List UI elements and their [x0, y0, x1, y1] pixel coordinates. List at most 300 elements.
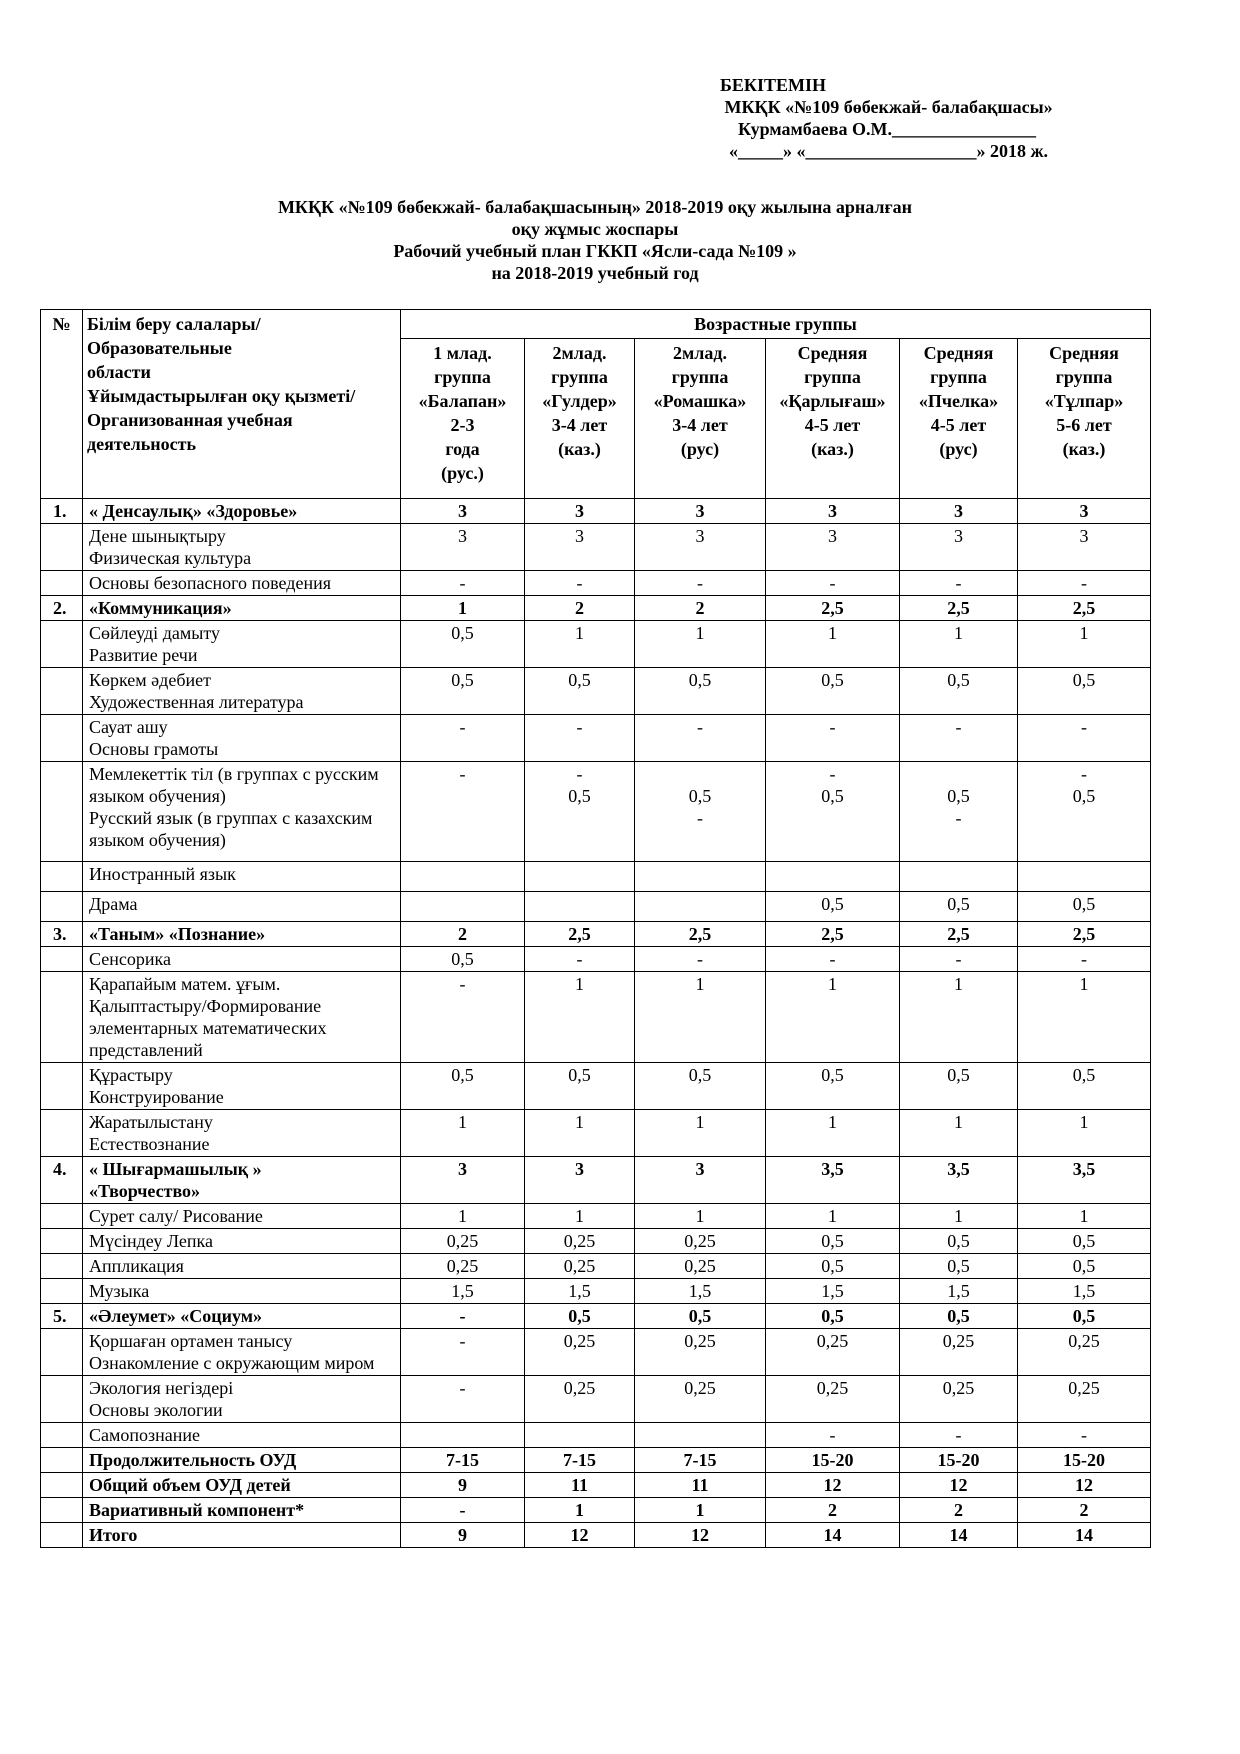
value-cell [401, 1063, 525, 1110]
value-cell [900, 1279, 1018, 1304]
value-text: 0,5 - [947, 786, 970, 828]
value-cell [525, 1110, 635, 1157]
value-cell [401, 1423, 525, 1448]
row-number [41, 524, 83, 571]
value-text: - [576, 949, 583, 969]
table-row [41, 892, 1151, 922]
value-text: 12 [949, 1475, 968, 1495]
value-cell [766, 1329, 900, 1376]
value-cell [1018, 862, 1151, 892]
value-cell [635, 1110, 766, 1157]
row-label: Сурет салу/ Рисование [83, 1204, 401, 1229]
row-number [41, 1473, 83, 1498]
document-heading [40, 196, 1150, 284]
value-text: 1 [1079, 974, 1089, 994]
value-text: 3 [1079, 501, 1089, 521]
value-text: 2 [954, 1500, 963, 1520]
value-cell [900, 668, 1018, 715]
value-cell [900, 892, 1018, 922]
value-text: 1 [828, 623, 837, 643]
row-label: Қарапайым матем. ұғым. Қалыптастыру/Формирование элементарных математических представлений [83, 972, 401, 1063]
value-text: 0,5 [568, 670, 591, 690]
row-label: Экология негіздері Основы экологии [83, 1376, 401, 1423]
value-text: 14 [1075, 1525, 1093, 1545]
value-cell [900, 524, 1018, 571]
value-cell [1018, 762, 1151, 862]
value-cell [525, 1229, 635, 1254]
value-cell [1018, 715, 1151, 762]
value-cell [635, 524, 766, 571]
row-number [41, 762, 83, 862]
header-group-5: Средняя группа «Пчелка» 4-5 лет (рус) [900, 339, 1018, 499]
value-cell [635, 1229, 766, 1254]
value-text: - [955, 717, 962, 737]
value-cell [635, 1254, 766, 1279]
row-number [41, 972, 83, 1063]
value-text: 0,5 [947, 1306, 970, 1326]
value-cell [900, 1329, 1018, 1376]
value-cell [525, 668, 635, 715]
value-text: - [1081, 1425, 1087, 1445]
value-cell [1018, 668, 1151, 715]
value-cell [635, 596, 766, 621]
value-cell [900, 947, 1018, 972]
value-cell [525, 1423, 635, 1448]
value-cell [766, 1157, 900, 1204]
table-row [41, 862, 1151, 892]
row-label: «Коммуникация» [83, 596, 401, 621]
value-text: 0,25 [1068, 1331, 1100, 1351]
value-cell [900, 1304, 1018, 1329]
value-text: 14 [949, 1525, 968, 1545]
row-label: Мүсіндеу Лепка [83, 1229, 401, 1254]
value-text: 12 [823, 1475, 842, 1495]
table-row [41, 715, 1151, 762]
table-row [41, 1304, 1151, 1329]
value-cell [635, 499, 766, 524]
value-text: - [1081, 717, 1087, 737]
value-text: 1 [458, 598, 467, 618]
value-cell [766, 892, 900, 922]
value-text: 0,5 [947, 670, 970, 690]
value-text: 0,5 [1072, 1306, 1096, 1326]
row-label: Сөйлеуді дамыту Развитие речи [83, 621, 401, 668]
value-cell [1018, 1498, 1151, 1523]
value-cell [766, 1448, 900, 1473]
approval-line-3: Курмамбаева О.М.________________ [720, 119, 1036, 139]
value-cell [766, 596, 900, 621]
value-cell [525, 1279, 635, 1304]
value-cell [1018, 1063, 1151, 1110]
value-text: 7-15 [563, 1450, 596, 1470]
header-number: № [41, 310, 83, 499]
table-row [41, 1376, 1151, 1423]
value-text: - [697, 573, 703, 593]
row-number [41, 947, 83, 972]
value-cell [401, 1448, 525, 1473]
value-text: 2 [828, 1500, 837, 1520]
value-text: 0,5 [821, 1231, 844, 1251]
value-cell [635, 947, 766, 972]
value-cell [900, 762, 1018, 862]
table-row [41, 668, 1151, 715]
value-text: 9 [458, 1525, 467, 1545]
value-cell [525, 499, 635, 524]
value-text: 3 [828, 526, 837, 546]
table-row [41, 1157, 1151, 1204]
value-text: 0,5 [821, 1306, 844, 1326]
value-cell [635, 1448, 766, 1473]
value-cell [401, 1304, 525, 1329]
value-text: 1 [695, 1500, 705, 1520]
value-text: 1 [575, 623, 584, 643]
value-cell [401, 1229, 525, 1254]
row-label: Продолжительность ОУД [83, 1448, 401, 1473]
value-text: 1 [695, 623, 705, 643]
value-text: 1 [458, 1112, 467, 1132]
value-text: 1 [828, 1206, 837, 1226]
value-text: 3,5 [1072, 1159, 1096, 1179]
value-text: 1 [828, 1112, 837, 1132]
value-cell [401, 524, 525, 571]
value-text: 15-20 [1063, 1450, 1105, 1470]
value-cell [766, 1523, 900, 1548]
value-cell [766, 524, 900, 571]
value-text: 9 [458, 1475, 467, 1495]
value-cell [525, 922, 635, 947]
approval-line-2: МКҚК «№109 бөбекжай- балабақшасы» [720, 97, 1053, 117]
value-cell [401, 1498, 525, 1523]
value-text: 0,5 [1072, 1256, 1096, 1276]
value-cell [900, 1229, 1018, 1254]
value-cell [635, 1304, 766, 1329]
value-text: 2 [695, 598, 705, 618]
value-text: 3 [1079, 526, 1089, 546]
value-cell [766, 862, 900, 892]
header-group-2: 2млад. группа «Гулдер» 3-4 лет (каз.) [525, 339, 635, 499]
row-label: « Денсаулық» «Здоровье» [83, 499, 401, 524]
value-cell [900, 499, 1018, 524]
table-row [41, 1110, 1151, 1157]
value-text: 0,5 [947, 894, 970, 914]
table-body [41, 499, 1151, 1548]
row-number: 4. [41, 1157, 83, 1204]
value-text: 2,5 [688, 924, 712, 944]
row-label: Итого [83, 1523, 401, 1548]
value-text: - [697, 949, 703, 969]
row-number [41, 1448, 83, 1473]
value-cell [766, 668, 900, 715]
row-number [41, 571, 83, 596]
value-cell [900, 1423, 1018, 1448]
value-text: - [829, 1425, 836, 1445]
value-cell [900, 1498, 1018, 1523]
value-text: 1 [954, 974, 963, 994]
value-cell [1018, 1523, 1151, 1548]
value-cell [1018, 892, 1151, 922]
row-number [41, 668, 83, 715]
value-cell [401, 762, 525, 862]
value-cell [635, 892, 766, 922]
row-number [41, 862, 83, 892]
approval-line-1: БЕКІТЕМІН [720, 75, 826, 95]
table-row [41, 922, 1151, 947]
row-number [41, 892, 83, 922]
value-cell [525, 1523, 635, 1548]
value-text: 3 [575, 501, 584, 521]
value-cell [401, 972, 525, 1063]
value-text: 0,5 [821, 894, 844, 914]
value-cell [401, 571, 525, 596]
value-cell [766, 1229, 900, 1254]
value-text: - [1081, 949, 1087, 969]
value-cell [766, 621, 900, 668]
row-number [41, 1329, 83, 1376]
value-cell [1018, 571, 1151, 596]
row-label: Сауат ашу Основы грамоты [83, 715, 401, 762]
value-text: 1 [954, 1206, 963, 1226]
value-text: 1,5 [947, 1281, 970, 1301]
header-area: Білім беру салалары/ Образовательные области Ұйымдастырылған оқу қызметі/Организованная учебная деятельность [83, 310, 401, 499]
value-text: 0,5 [947, 1065, 970, 1085]
heading-line-4: на 2018-2019 учебный год [491, 263, 699, 283]
value-text: 1 [458, 1206, 467, 1226]
value-cell [1018, 1157, 1151, 1204]
value-text: 2,5 [821, 598, 844, 618]
value-text: 3 [828, 501, 837, 521]
value-cell [635, 762, 766, 862]
value-cell [525, 596, 635, 621]
row-label: Общий объем ОУД детей [83, 1473, 401, 1498]
value-cell [1018, 1304, 1151, 1329]
value-cell [401, 596, 525, 621]
value-text: 1 [575, 1206, 584, 1226]
row-label: Драма [83, 892, 401, 922]
value-cell [525, 1473, 635, 1498]
row-number [41, 1204, 83, 1229]
value-text: 15-20 [811, 1450, 854, 1470]
value-cell [525, 524, 635, 571]
row-number: 5. [41, 1304, 83, 1329]
value-cell [1018, 1279, 1151, 1304]
table-row [41, 524, 1151, 571]
value-cell [401, 668, 525, 715]
value-text: 1 [695, 1112, 705, 1132]
value-text: - [459, 1306, 466, 1326]
row-label: Вариативный компонент* [83, 1498, 401, 1523]
value-text: - 0,5 [568, 764, 591, 806]
table-row [41, 762, 1151, 862]
value-text: 1 [695, 974, 705, 994]
value-cell [900, 596, 1018, 621]
table-row [41, 947, 1151, 972]
value-text: - [459, 573, 466, 593]
row-number [41, 1376, 83, 1423]
table-row [41, 1473, 1151, 1498]
table-row [41, 621, 1151, 668]
value-text: 1 [828, 974, 837, 994]
value-text: 7-15 [446, 1450, 479, 1470]
value-text: 1 [954, 1112, 963, 1132]
table-row [41, 1498, 1151, 1523]
curriculum-table [40, 309, 1151, 1548]
value-text: 3 [575, 526, 584, 546]
value-text: 15-20 [937, 1450, 980, 1470]
value-cell [635, 1376, 766, 1423]
row-label: Жаратылыстану Естествознание [83, 1110, 401, 1157]
table-row [41, 1204, 1151, 1229]
value-cell [1018, 1423, 1151, 1448]
value-text: 0,25 [684, 1378, 716, 1398]
value-cell [525, 715, 635, 762]
value-cell [401, 1254, 525, 1279]
value-text: 0,25 [684, 1256, 716, 1276]
value-cell [900, 1254, 1018, 1279]
value-cell [766, 1473, 900, 1498]
value-text: 1,5 [1072, 1281, 1096, 1301]
value-cell [635, 862, 766, 892]
value-text: 1 [575, 1112, 584, 1132]
value-text: - [459, 974, 466, 994]
value-cell [1018, 524, 1151, 571]
value-text: 0,5 [451, 949, 474, 969]
row-label: Дене шынықтыру Физическая культура [83, 524, 401, 571]
value-text: 3 [575, 1159, 584, 1179]
value-cell [1018, 1229, 1151, 1254]
value-cell [635, 1498, 766, 1523]
value-text: - 0,5 [1072, 764, 1096, 806]
value-cell [766, 715, 900, 762]
value-cell [766, 1376, 900, 1423]
value-text: 0,5 - [688, 786, 712, 828]
value-text: - [576, 717, 583, 737]
header-age-groups: Возрастные группы [401, 310, 1151, 339]
value-text: 0,5 [451, 1065, 474, 1085]
row-number: 2. [41, 596, 83, 621]
value-cell [401, 1204, 525, 1229]
value-text: 12 [1075, 1475, 1093, 1495]
value-cell [525, 862, 635, 892]
value-text: 2 [1079, 1500, 1089, 1520]
value-text: 1 [575, 974, 584, 994]
value-text: 1 [695, 1206, 705, 1226]
value-text: - [576, 573, 583, 593]
value-cell [766, 1254, 900, 1279]
value-cell [635, 922, 766, 947]
value-cell [525, 1157, 635, 1204]
value-cell [525, 621, 635, 668]
value-text: - [459, 717, 466, 737]
value-text: 0,25 [942, 1378, 975, 1398]
value-text: - [697, 717, 703, 737]
value-cell [900, 862, 1018, 892]
row-number [41, 1523, 83, 1548]
row-number [41, 621, 83, 668]
value-cell [1018, 596, 1151, 621]
value-text: 0,25 [563, 1231, 596, 1251]
value-text: - [459, 1378, 466, 1398]
value-cell [635, 972, 766, 1063]
value-text: 0,5 [1072, 670, 1096, 690]
row-label: «Әлеумет» «Социум» [83, 1304, 401, 1329]
value-cell [635, 1329, 766, 1376]
value-cell [900, 1376, 1018, 1423]
table-row [41, 1229, 1151, 1254]
value-cell [635, 1423, 766, 1448]
value-text: 1 [954, 623, 963, 643]
value-text: 1,5 [568, 1281, 591, 1301]
header-group-1: 1 млад. группа «Балапан» 2-3 года (рус.) [401, 339, 525, 499]
heading-line-1: МКҚК «№109 бөбекжай- балабақшасының» 2018-2019 оқу жылына арналған [277, 197, 913, 217]
value-text: 3 [458, 1159, 467, 1179]
value-text: 12 [570, 1525, 589, 1545]
value-cell [525, 972, 635, 1063]
value-text: 0,25 [684, 1331, 716, 1351]
value-text: 3,5 [947, 1159, 970, 1179]
value-cell [525, 1376, 635, 1423]
value-cell [525, 571, 635, 596]
value-cell [635, 1063, 766, 1110]
value-text: 0,5 [947, 1256, 970, 1276]
table-row [41, 1329, 1151, 1376]
value-text: 0,5 [821, 1256, 844, 1276]
value-cell [1018, 1376, 1151, 1423]
row-number [41, 1254, 83, 1279]
value-cell [900, 571, 1018, 596]
value-cell [1018, 1254, 1151, 1279]
value-text: 2 [458, 924, 467, 944]
value-text: 0,5 [1072, 1231, 1096, 1251]
value-cell [401, 947, 525, 972]
value-text: - [1081, 573, 1087, 593]
value-text: 11 [570, 1475, 588, 1495]
value-text: 0,25 [816, 1378, 849, 1398]
value-cell [1018, 1473, 1151, 1498]
row-label: Самопознание [83, 1423, 401, 1448]
value-text: 3 [695, 526, 705, 546]
value-cell [635, 1279, 766, 1304]
value-cell [766, 1204, 900, 1229]
row-number [41, 1279, 83, 1304]
table-row [41, 1254, 1151, 1279]
value-text: 3 [695, 1159, 705, 1179]
value-text: 2,5 [1072, 598, 1096, 618]
value-text: 0,5 [1072, 894, 1096, 914]
value-text: 0,25 [816, 1331, 849, 1351]
value-text: 3 [458, 526, 467, 546]
value-cell [401, 715, 525, 762]
row-label: Қоршаған ортамен танысу Ознакомление с окружающим миром [83, 1329, 401, 1376]
row-number [41, 715, 83, 762]
value-cell [766, 1304, 900, 1329]
approval-line-4: «_____» «___________________» 2018 ж. [720, 141, 1049, 161]
value-cell [635, 1523, 766, 1548]
value-text: - [955, 1425, 962, 1445]
value-text: 0,25 [563, 1378, 596, 1398]
row-label: « Шығармашылық » «Творчество» [83, 1157, 401, 1204]
table-row [41, 596, 1151, 621]
row-label: Иностранный язык [83, 862, 401, 892]
value-cell [900, 1063, 1018, 1110]
value-cell [766, 1423, 900, 1448]
row-number [41, 1110, 83, 1157]
value-text: - [955, 573, 962, 593]
value-text: 3 [954, 526, 963, 546]
value-text: - [459, 1500, 466, 1520]
value-text: 0,5 [688, 670, 712, 690]
header-group-6: Средняя группа «Тұлпар» 5-6 лет (каз.) [1018, 339, 1151, 499]
row-number: 1. [41, 499, 83, 524]
